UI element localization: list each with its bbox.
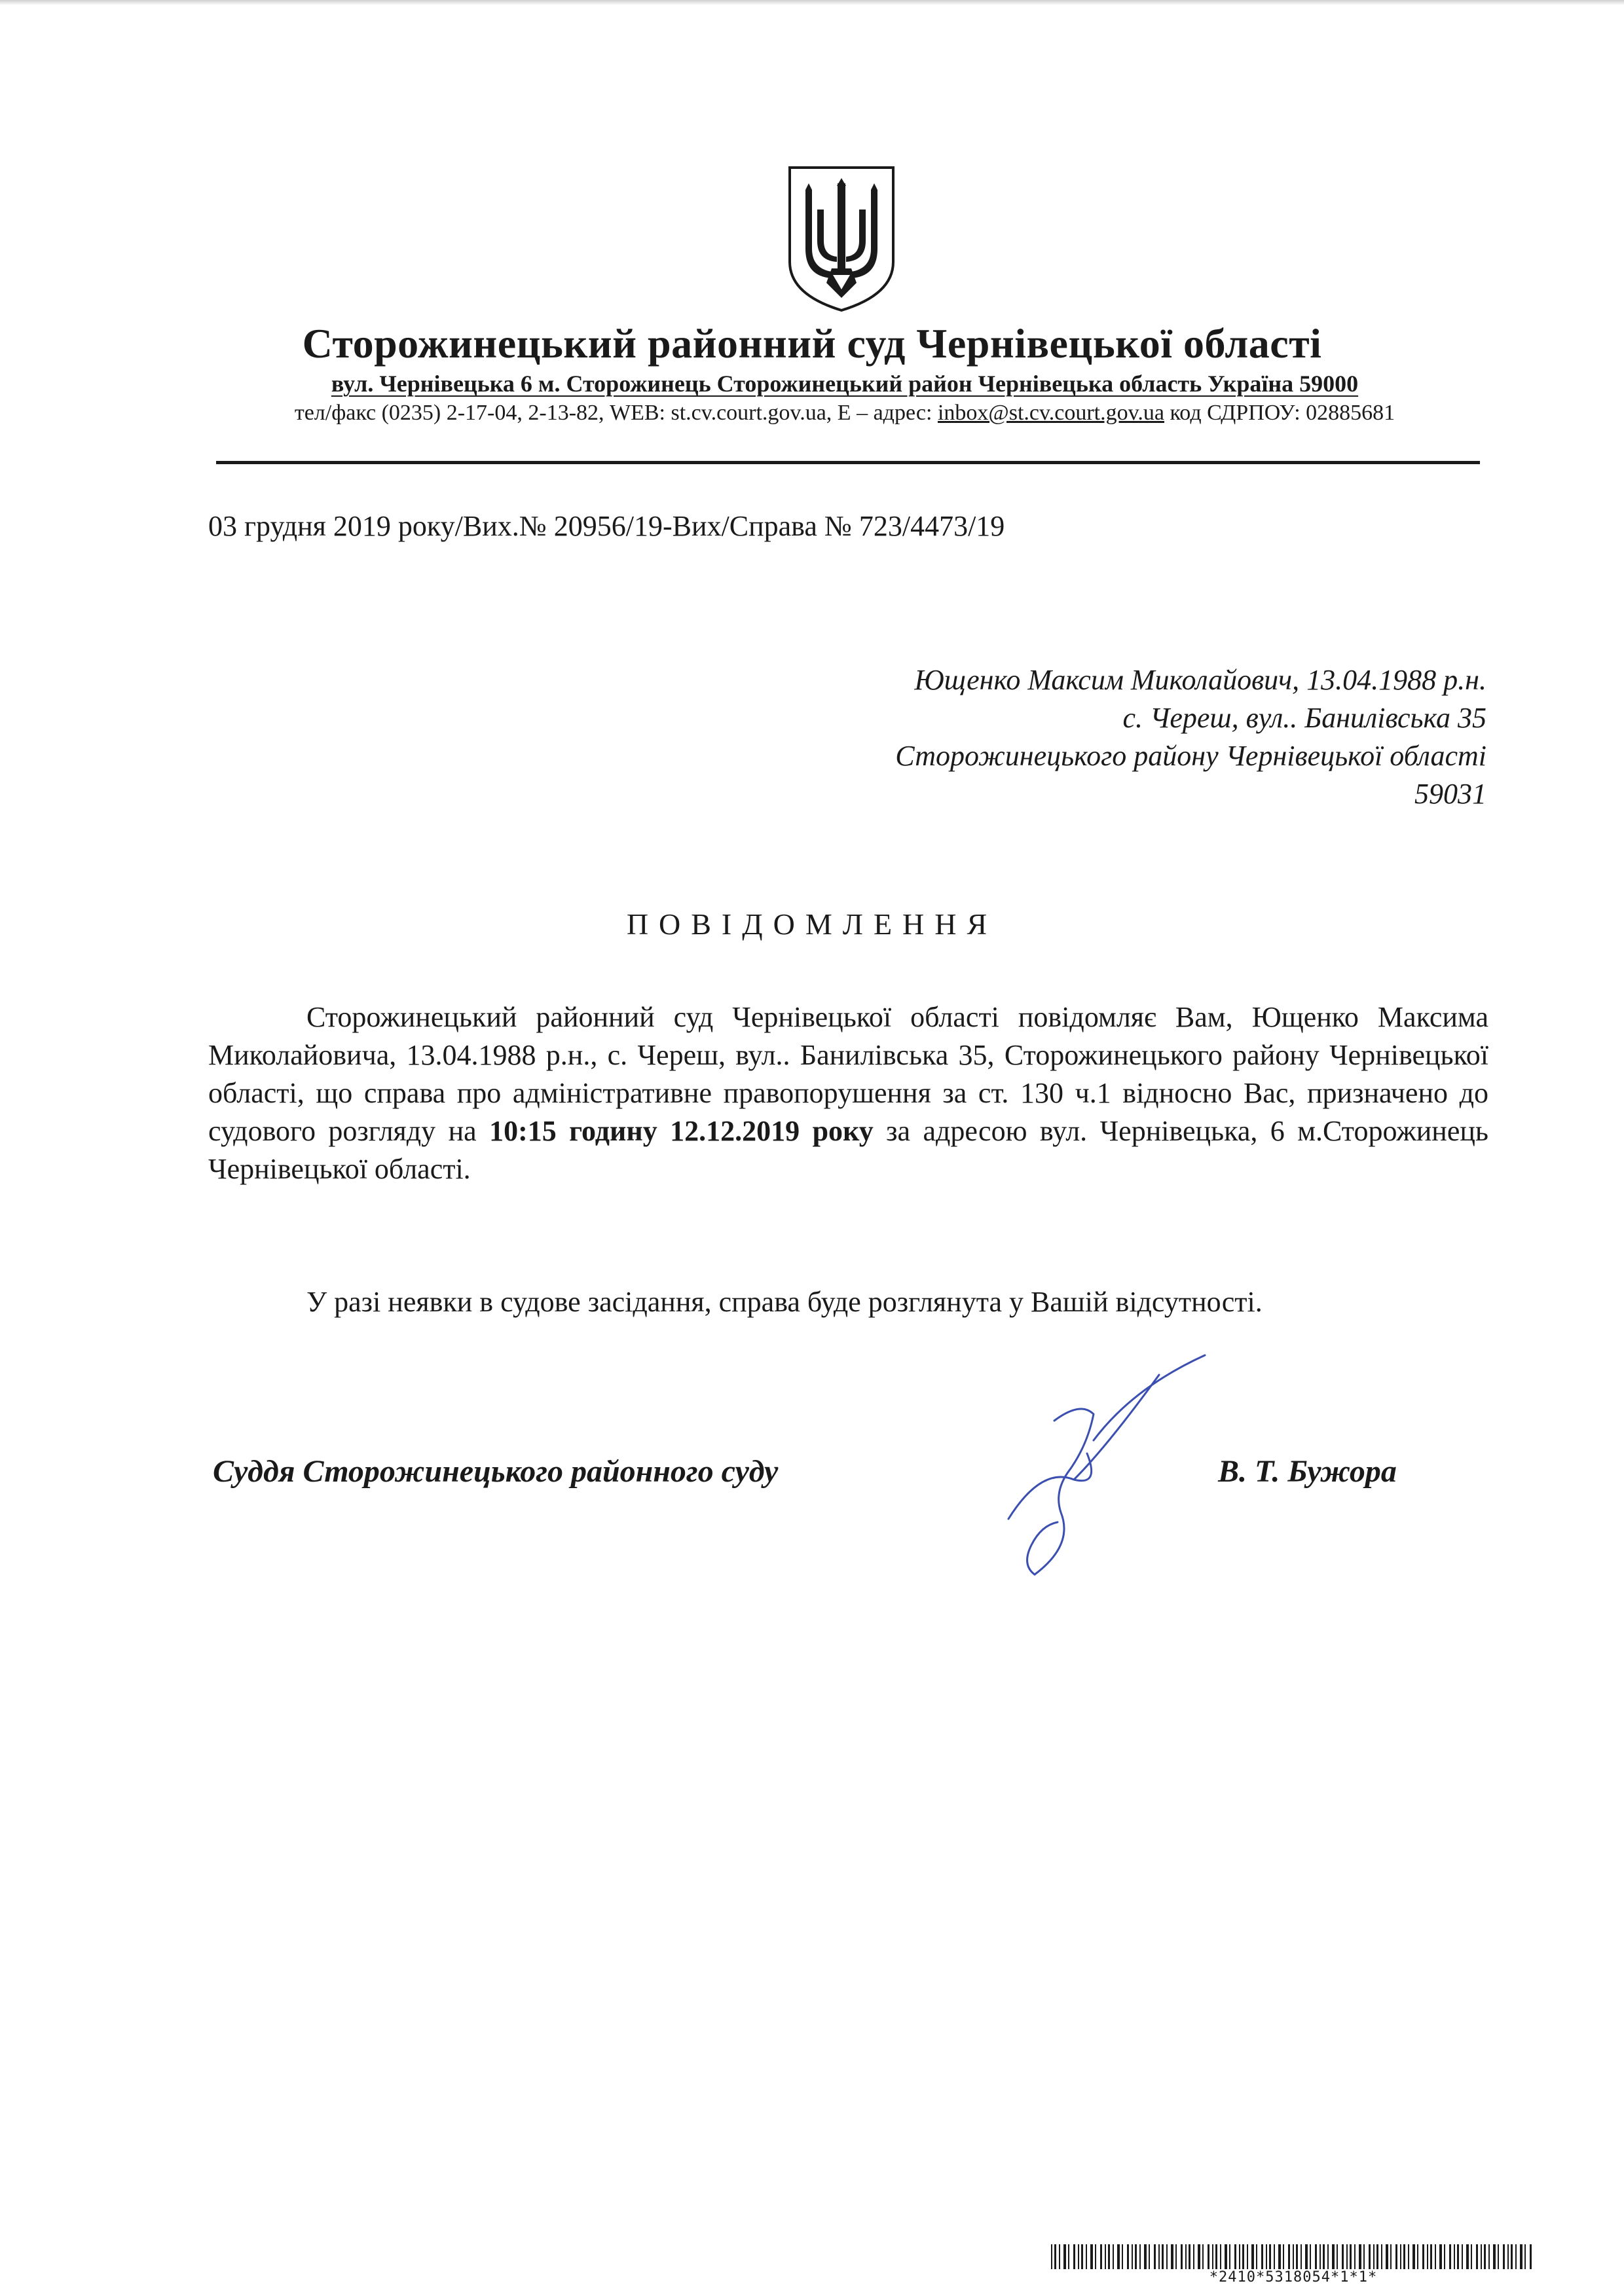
header-rule xyxy=(216,461,1480,464)
notice-paragraph-1 xyxy=(208,998,1488,1188)
court-registry-code: код СДРПОУ: 02885681 xyxy=(1164,401,1395,425)
scan-edge xyxy=(0,0,1624,5)
outgoing-reference: 03 грудня 2019 року/Вих.№ 20956/19-Вих/Справа № 723/4473/19 xyxy=(208,510,1005,542)
handwritten-signature xyxy=(995,1349,1218,1584)
notice-title: ПОВІДОМЛЕННЯ xyxy=(626,907,998,941)
hearing-datetime: 10:15 годину 12.12.2019 року xyxy=(489,1115,874,1147)
barcode-number: *2410*5318054*1*1* xyxy=(1209,2269,1378,2286)
recipient-street: с. Череш, вул.. Банилівська 35 xyxy=(1122,702,1486,734)
document-barcode xyxy=(1051,2244,1536,2269)
recipient-block xyxy=(720,661,1486,813)
hearing-address: за адресою вул. Чернівецька, 6 м.Сторожинець Чернівецької області. xyxy=(208,1115,1488,1185)
coat-of-arms-icon xyxy=(786,164,897,314)
court-contacts-text: тел/факс (0235) 2-17-04, 2-13-82, WEB: st.cv.court.gov.ua, Е – адрес: xyxy=(294,401,938,425)
court-name: Сторожинецький районний суд Чернівецької області xyxy=(302,320,1322,367)
court-address: вул. Чернівецька 6 м. Сторожинець Сторожинецький район Чернівецька область Україна 59000 xyxy=(331,371,1359,397)
notice-paragraph-2: У разі неявки в судове засідання, справа буде розглянута у Вашій відсутності. xyxy=(306,1286,1263,1318)
judge-title: Суддя Сторожинецького районного суду xyxy=(213,1454,779,1489)
judge-name: В. Т. Бужора xyxy=(1218,1454,1397,1489)
paragraph-1-text: Сторожинецький районний суд Чернівецької області повідомляє Вам, Ющенко Максима Миколайовича, 13.04.1988 р.н., с. Череш, вул.. Банилівська 35, Сторожинецького району Чернівецької області, що справа про адміністративне правопорушення за ст. 130 ч.1 відносно Вас, призначено до судового розгляду на xyxy=(208,1001,1488,1147)
court-email-link[interactable]: inbox@st.cv.court.gov.ua xyxy=(937,401,1165,425)
recipient-postcode: 59031 xyxy=(1414,778,1486,810)
recipient-district: Сторожинецького району Чернівецької області xyxy=(895,740,1486,772)
court-contacts xyxy=(210,401,1480,426)
recipient-name: Ющенко Максим Миколайович, 13.04.1988 р.н. xyxy=(914,664,1486,696)
